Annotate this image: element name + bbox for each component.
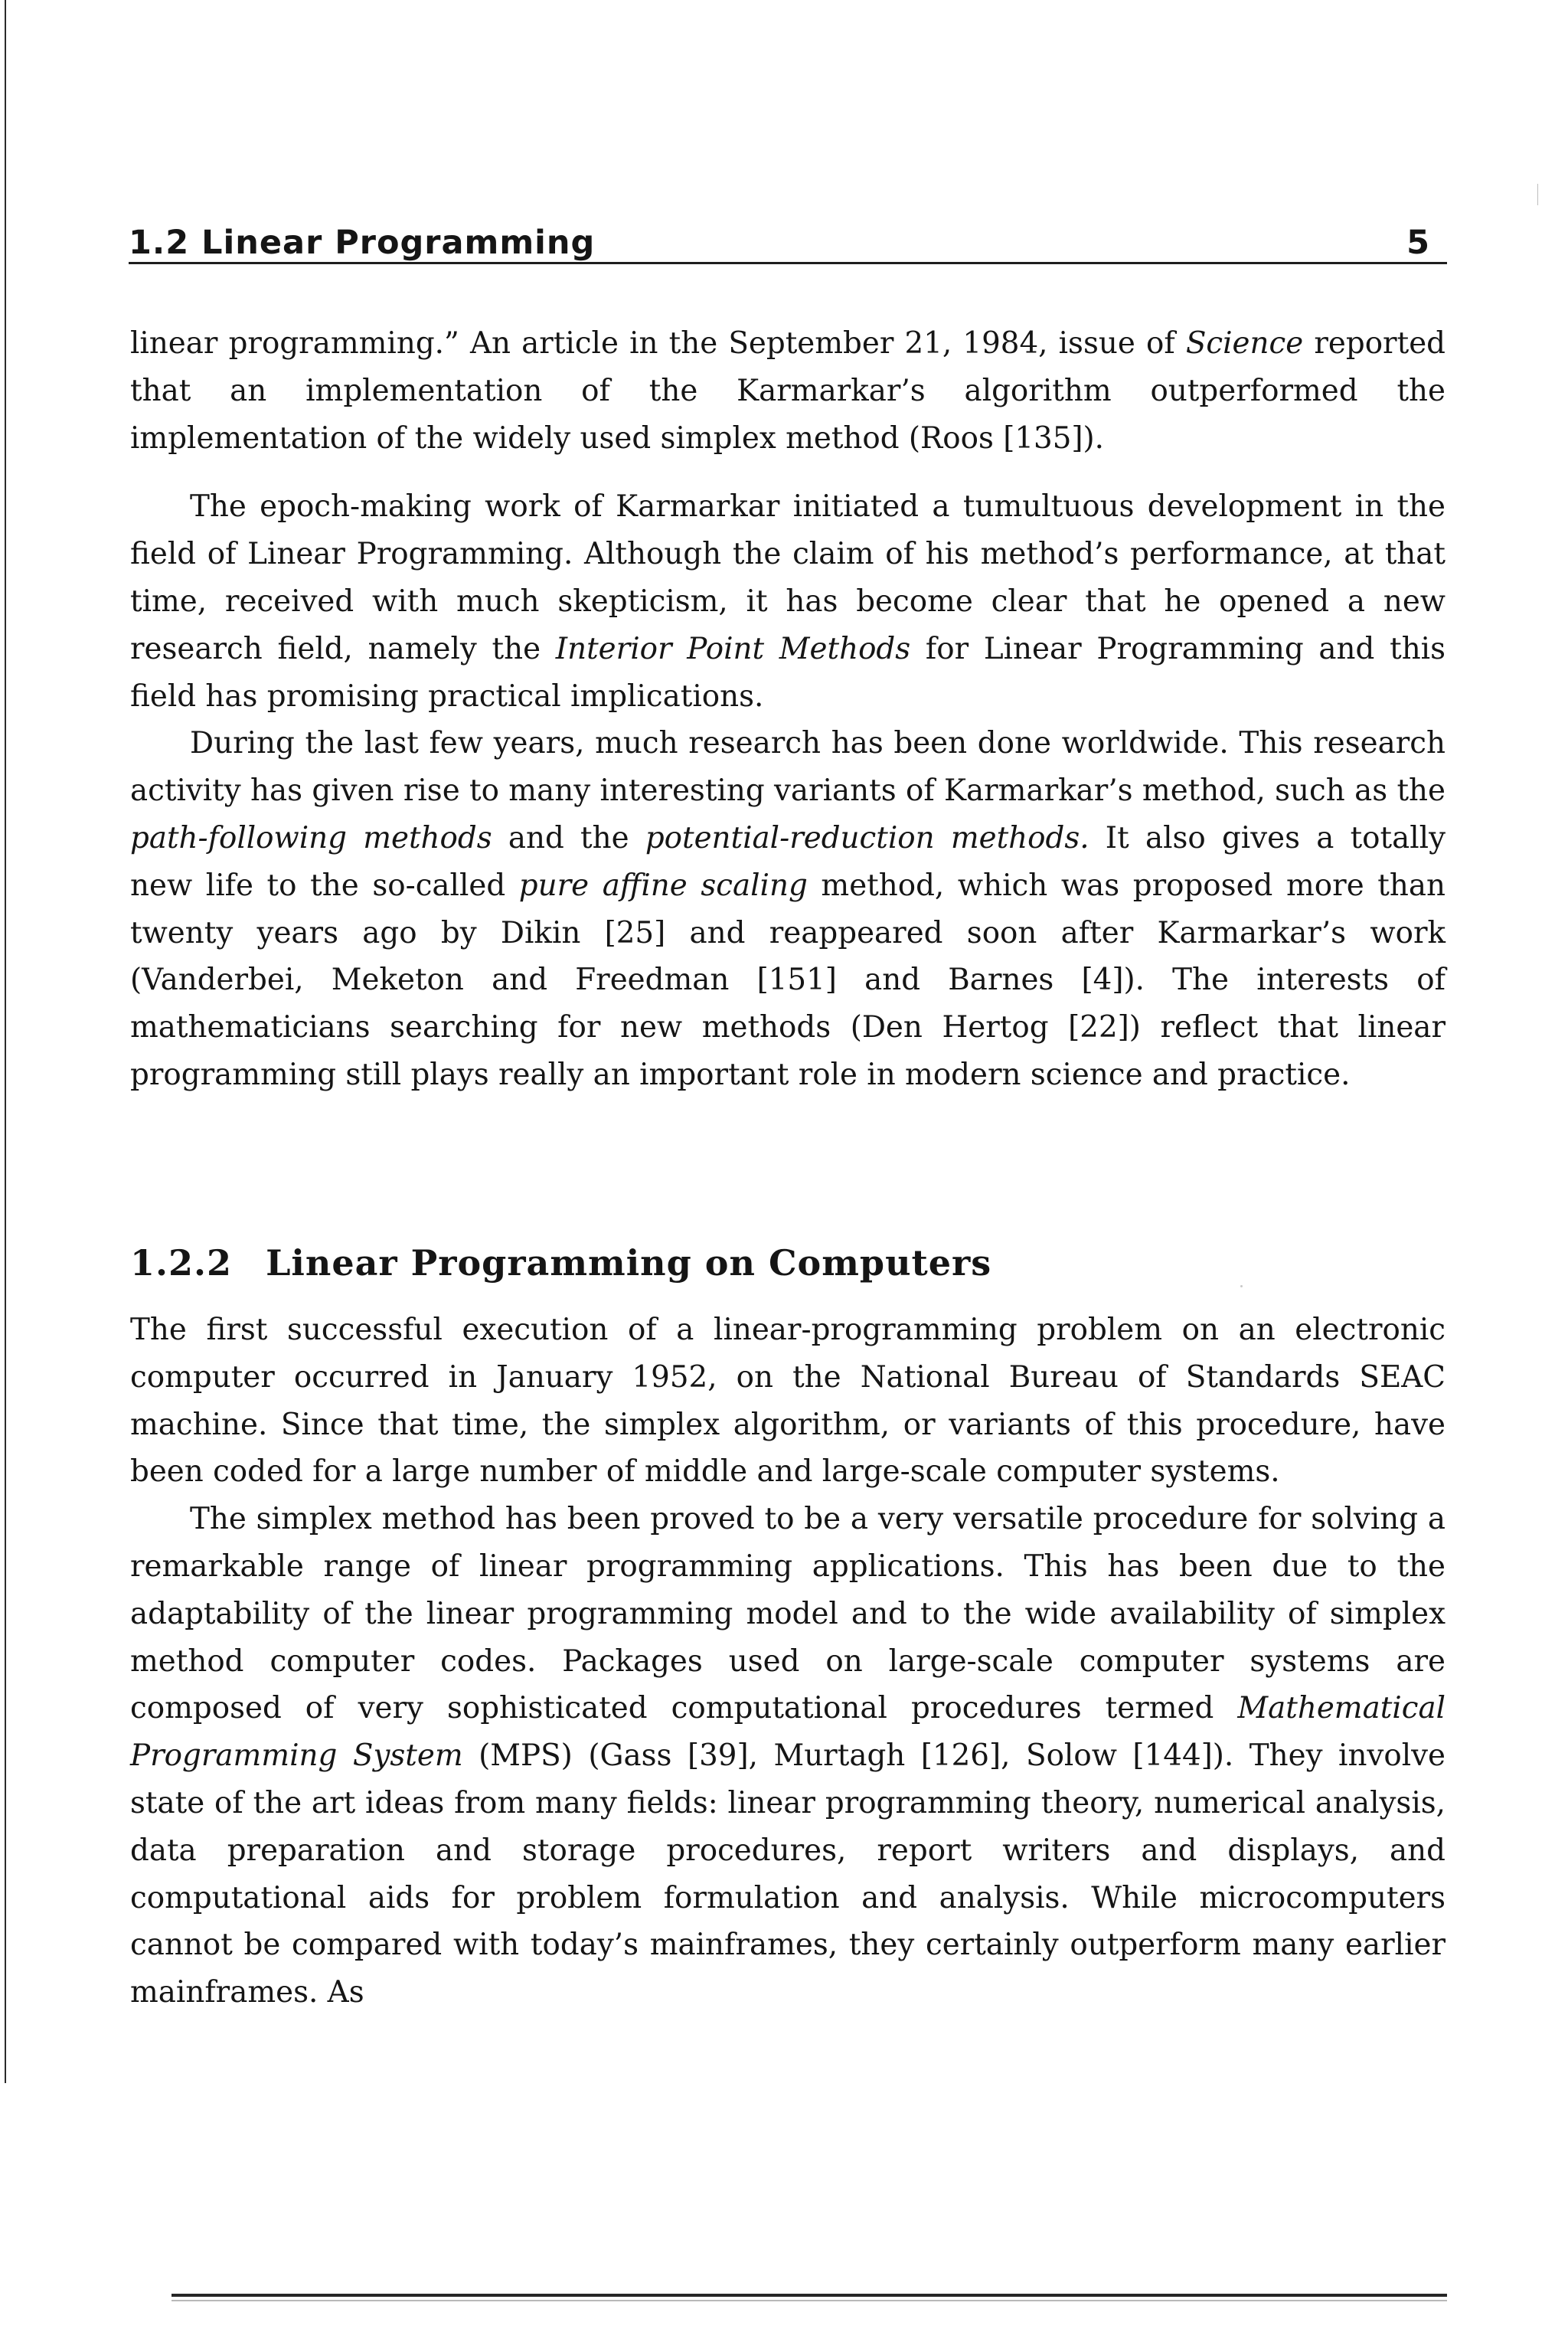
- italic-run: path-following methods: [130, 820, 492, 855]
- text-run: The epoch-making work of Karmarkar initiated a tumultuous development in the field of Linear Programming. Although the claim of his method’s performance, at that time, received with much skepticism, it has become clear that he opened a new research field, namely the: [130, 489, 1446, 666]
- text-run: It also gives a totally new life to the so-called: [130, 820, 1446, 903]
- italic-run: pure affine scaling: [518, 868, 808, 903]
- page-bottom-edge: [172, 2294, 1447, 2297]
- paragraph: [130, 1307, 1446, 1496]
- paragraph: [130, 1496, 1446, 2016]
- page-bottom-edge-shadow: [172, 2300, 1447, 2301]
- text-run: for Linear Programming and this field has promising practical implications.: [130, 631, 1446, 714]
- text-run: method, which was proposed more than twenty years ago by Dikin [25] and reappeared soon after Karmarkar’s work (Vanderbei, Meketon and Freedman [151] and Barnes [4]). The interests of mathematicians searching for new methods (Den Hertog [22]) reflect that linear programming still plays really an important role in modern science and practice.: [130, 868, 1446, 1092]
- scan-mark: [1537, 184, 1538, 205]
- running-header-title: 1.2 Linear Programming: [129, 224, 596, 262]
- top-text-block: [130, 320, 1446, 1099]
- page-number: 5: [1406, 224, 1430, 262]
- scan-speck: [1240, 1285, 1243, 1287]
- text-run: and the: [492, 820, 645, 855]
- running-header: [129, 205, 1447, 262]
- section-title: Linear Programming on Computers: [266, 1242, 992, 1284]
- italic-run: potential-reduction methods.: [645, 820, 1089, 855]
- italic-run: Science: [1185, 326, 1304, 361]
- section-number: 1.2.2: [130, 1242, 233, 1284]
- paragraph-continued: [130, 320, 1446, 462]
- text-run: The first successful execution of a linear-programming problem on an electronic computer occurred in January 1952, on the National Bureau of Standards SEAC machine. Since that time, the simplex algorithm, or variants of this procedure, have been coded for a large number of middle and large-scale computer systems.: [130, 1313, 1446, 1490]
- text-run: The simplex method has been proved to be a very versatile procedure for solving a remarkable range of linear programming applications. This has been due to the adaptability of the linear programming model and to the wide availability of simplex method computer codes. Packages used on large-scale computer systems are composed of very sophisticated computational procedures termed: [130, 1502, 1446, 1726]
- text-run: (MPS) (Gass [39], Murtagh [126], Solow [144]). They involve state of the art ideas from many fields: linear programming theory, numerical analysis, data preparation and storage procedures, report writers and displays, and computational aids for problem formulation and analysis. While microcomputers cannot be compared with today’s mainframes, they certainly outperform many earlier mainframes. As: [130, 1738, 1446, 2010]
- paragraph: [130, 720, 1446, 1098]
- header-rule: [129, 262, 1447, 264]
- italic-run: Interior Point Methods: [555, 631, 911, 666]
- section-heading: [130, 1242, 1446, 1297]
- paragraph: [130, 483, 1446, 720]
- text-run: linear programming.” An article in the September 21, 1984, issue of: [130, 326, 1186, 361]
- text-run: During the last few years, much research has been done worldwide. This research activity has given rise to many interesting variants of Karmarkar’s method, such as the: [130, 726, 1446, 809]
- scan-edge-line: [5, 0, 6, 2083]
- text-run: reported that an implementation of the Karmarkar’s algorithm outperformed the implementation of the widely used simplex method (Roos [135]).: [130, 326, 1446, 456]
- bottom-text-block: [130, 1307, 1446, 2016]
- italic-run: Mathematical Programming System: [130, 1691, 1446, 1774]
